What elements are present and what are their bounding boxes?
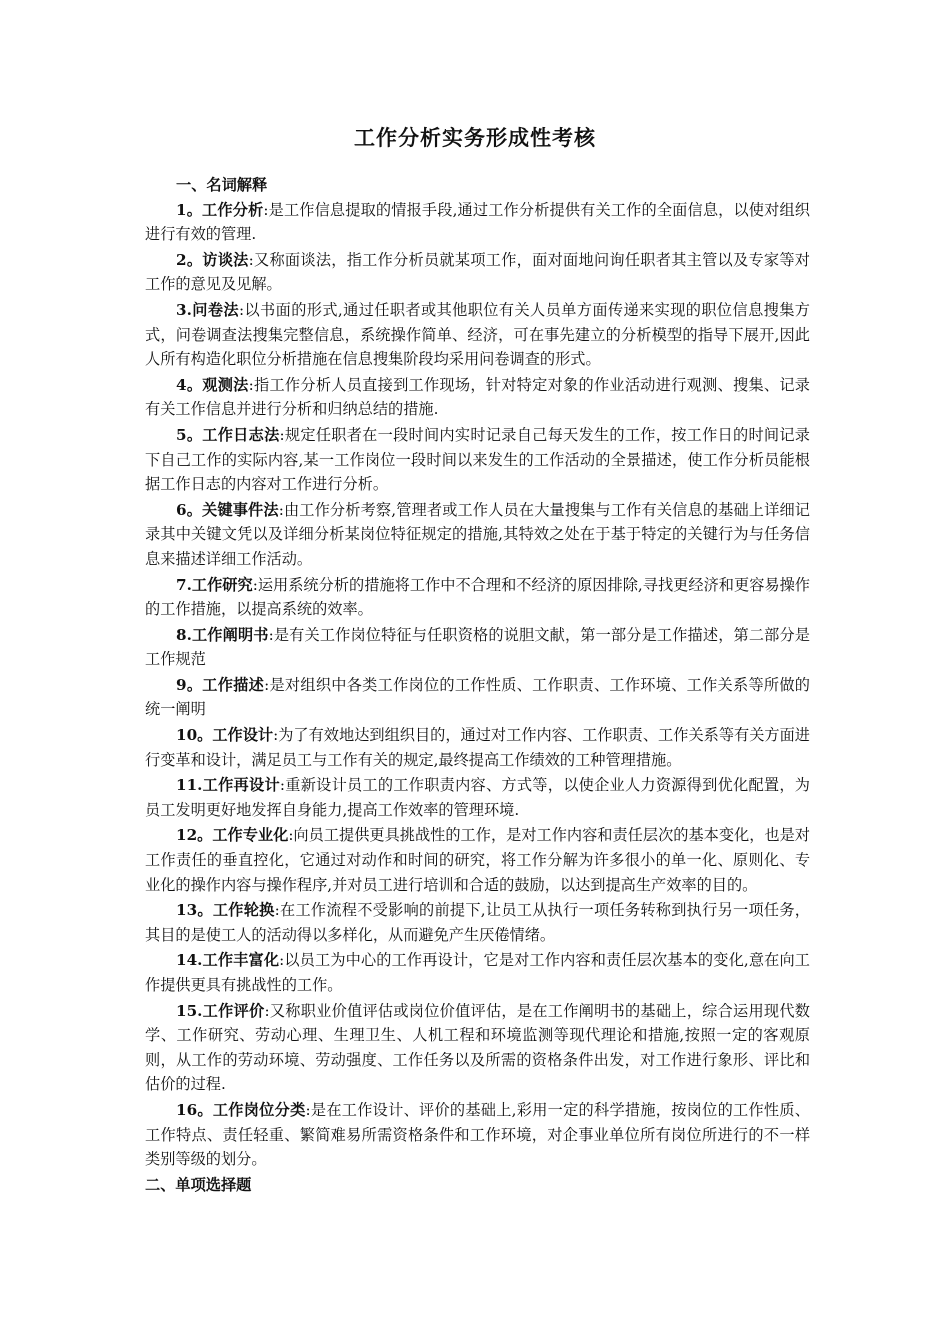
term-label: 11.工作再设计 [176,776,280,795]
term-label: 9。工作描述 [176,675,265,694]
term-definition: :规定任职者在一段时间内实时记录自己每天发生的工作，按工作日的时间记录下自己工作的实际内容,某一工作岗位一段时间以来发生的工作活动的全景描述，使工作分析员能根据工作日志的内容对工作进行分析。 [145,425,810,494]
term-item [145,823,810,897]
term-item [145,198,810,247]
term-definition: :为了有效地达到组织目的，通过对工作内容、工作职责、工作关系等有关方面进行变革和设计，满足员工与工作有关的规定,最终提高工作绩效的工种管理措施。 [145,726,810,769]
term-label: 4。观测法 [176,375,249,394]
term-label: 13。工作轮换 [176,901,275,920]
term-definition: :是对组织中各类工作岗位的工作性质、工作职责、工作环境、工作关系等所做的统一阐明 [145,675,810,719]
term-definition: :向员工提供更具挑战性的工作，是对工作内容和责任层次的基本变化，也是对工作责任的垂直控化，它通过对动作和时间的研究，将工作分解为许多很小的单一化、原则化、专业化的操作内容与操作程序,并对员工进行培训和合适的鼓励，以达到提高生产效率的目的。 [145,826,810,894]
term-label: 15.工作评价 [176,1001,265,1020]
term-item [145,948,810,997]
term-definition: :指工作分析人员直接到工作现场，针对特定对象的作业活动进行观测、搜集、记录有关工作信息并进行分析和归纳总结的措施. [145,375,810,419]
document-body [145,173,810,1197]
term-item [145,298,810,372]
term-item [145,623,810,672]
term-item [145,1098,810,1172]
term-definition: :重新设计员工的工作职责内容、方式等，以使企业人力资源得到优化配置，为员工发明更好地发挥自身能力,提高工作效率的管理环境. [145,776,810,819]
term-item [145,723,810,772]
term-label: 3.问卷法 [176,300,239,319]
section-heading-single-choice: 二、单项选择题 [145,1175,252,1194]
document-title: 工作分析实务形成性考核 [354,125,596,150]
term-label: 2。访谈法 [176,250,249,269]
term-definition: :是工作信息提取的情报手段,通过工作分析提供有关工作的全面信息，以使对组织进行有效的管理. [145,200,810,244]
term-definition: :以书面的形式,通过任职者或其他职位有关人员单方面传递来实现的职位信息搜集方式，问卷调查法搜集完整信息，系统操作简单、经济，可在事先建立的分析模型的指导下展开,因此人所有构造化职位分析措施在信息搜集阶段均采用问卷调查的形式。 [145,300,810,369]
term-definition: :由工作分析考察,管理者或工作人员在大量搜集与工作有关信息的基础上详细记录其中关键文凭以及详细分析某岗位特征规定的措施,其特效之处在于基于特定的关键行为与任务信息来描述详细工作活动。 [145,500,810,568]
term-label: 12。工作专业化 [176,826,289,845]
term-definition: :是在工作设计、评价的基础上,彩用一定的科学措施，按岗位的工作性质、工作特点、责任轻重、繁简难易所需资格条件和工作环境，对企事业单位所有岗位所进行的不一样类别等级的划分。 [145,1100,810,1169]
term-item [145,498,810,572]
term-item [145,423,810,497]
term-label: 1。工作分析 [176,200,264,219]
term-item [145,248,810,297]
term-list [145,198,810,1172]
term-label: 8.工作阐明书 [176,625,269,644]
term-label: 10。工作设计 [176,726,274,745]
term-item [145,373,810,422]
term-item [145,673,810,722]
term-definition: :又称面谈法，指工作分析员就某项工作，面对面地问询任职者其主管以及专家等对工作的意见及见解。 [145,250,810,294]
term-item [145,773,810,822]
term-definition: :在工作流程不受影响的前提下,让员工从执行一项任务转称到执行另一项任务，其目的是使工人的活动得以多样化，从而避免产生厌倦情绪。 [145,901,810,944]
term-definition: :又称职业价值评估或岗位价值评估，是在工作阐明书的基础上，综合运用现代数学、工作研究、劳动心理、生理卫生、人机工程和环境监测等现代理论和措施,按照一定的客观原则，从工作的劳动环境、劳动强度、工作任务以及所需的资格条件出发，对工作进行象形、评比和估价的过程. [145,1001,810,1094]
term-item [145,999,810,1097]
section-heading-definitions: 一、名词解释 [176,176,268,194]
term-label: 14.工作丰富化 [176,951,280,970]
term-label: 7.工作研究 [176,575,253,594]
term-definition: :是有关工作岗位特征与任职资格的说胆文献，第一部分是工作描述，第二部分是工作规范 [145,625,810,669]
term-label: 5。工作日志法 [176,425,280,444]
term-item [145,898,810,947]
term-label: 6。关键事件法 [176,500,279,519]
term-definition: :以员工为中心的工作再设计，它是对工作内容和责任层次基本的变化,意在向工作提供更具有挑战性的工作。 [145,951,810,994]
term-item [145,573,810,622]
term-definition: :运用系统分析的措施将工作中不合理和不经济的原因排除,寻找更经济和更容易操作的工作措施，以提高系统的效率。 [145,575,810,619]
term-label: 16。工作岗位分类 [176,1100,306,1119]
